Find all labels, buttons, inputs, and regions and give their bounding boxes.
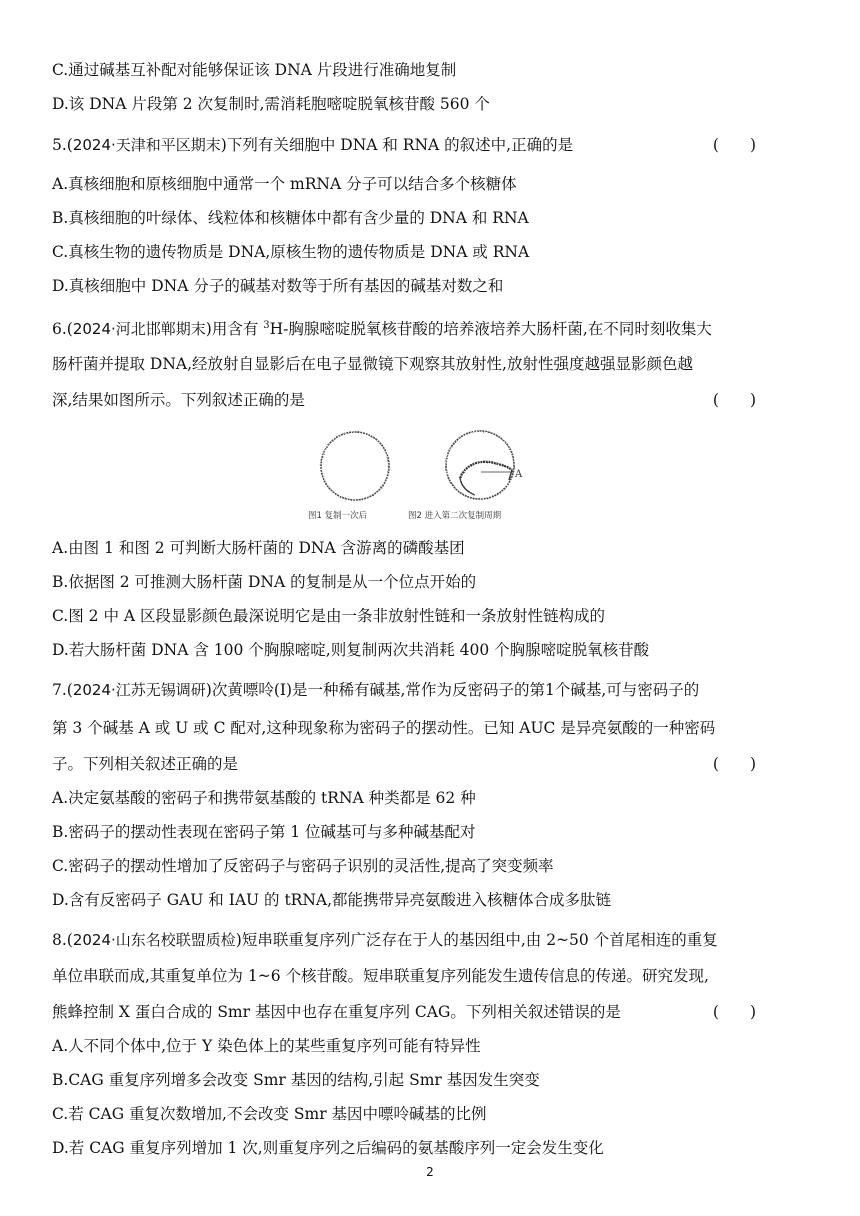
q6-superscript: 3 [263, 320, 270, 331]
q8-answer-paren: ( ) [712, 1003, 756, 1021]
q7-answer-paren: ( ) [712, 755, 756, 773]
q6-stem-text-a: )用含有 [205, 320, 264, 339]
q5-number: 5.( [52, 136, 73, 154]
q7-stem-line3 [52, 754, 808, 774]
page-number: 2 [426, 1165, 434, 1179]
q8-option-b: B.CAG 重复序列增多会改变 Smr 基因的结构,引起 Smr 基因发生突变 [52, 1071, 540, 1089]
q4-option-d: D.该 DNA 片段第 2 次复制时,需消耗胞嘧啶脱氧核苷酸 560 个 [52, 95, 490, 113]
label-a: A [515, 469, 523, 480]
q7-option-b: B.密码子的摆动性表现在密码子第 1 位碱基可与多种碱基配对 [52, 823, 476, 841]
q6-stem-line2: 肠杆菌并提取 DNA,经放射自显影后在电子显微镜下观察其放射性,放射性强度越强显影颜色越 [52, 355, 693, 373]
q8-option-c: C.若 CAG 重复次数增加,不会改变 Smr 基因中嘌呤碱基的比例 [52, 1105, 487, 1123]
figure1-circle [321, 432, 389, 500]
q6-option-b: B.依据图 2 可推测大肠杆菌 DNA 的复制是从一个位点开始的 [52, 573, 477, 591]
q7-stem-text-c: 子。下列相关叙述正确的是 [52, 755, 239, 773]
figure2-circle [446, 431, 514, 499]
dna-replication-figure [300, 420, 562, 525]
q6-stem-line3 [52, 390, 808, 410]
q6-answer-paren: ( ) [712, 391, 756, 409]
q7-source: 2024·江苏无锡调研 [72, 681, 206, 699]
q6-number: 6.( [52, 320, 73, 339]
q7-option-a: A.决定氨基酸的密码子和携带氨基酸的 tRNA 种类都是 62 种 [52, 789, 476, 807]
q5-source: 2024·天津和平区期末 [72, 136, 221, 154]
q7-option-d: D.含有反密码子 GAU 和 IAU 的 tRNA,都能携带异亮氨酸进入核糖体合成多肽链 [52, 891, 612, 909]
q5-option-a: A.真核细胞和原核细胞中通常一个 mRNA 分子可以结合多个核糖体 [52, 175, 517, 193]
q8-stem-line1 [52, 930, 808, 950]
q5-stem [52, 135, 808, 155]
q6-source: 2024·河北邯郸期末 [72, 320, 206, 339]
figure1-caption: 图1 复制一次后 [308, 511, 368, 521]
q8-option-d: D.若 CAG 重复序列增加 1 次,则重复序列之后编码的氨基酸序列一定会发生变化 [52, 1139, 604, 1157]
q7-stem-line1 [52, 680, 808, 700]
q6-option-c: C.图 2 中 A 区段显影颜色最深说明它是由一条非放射性链和一条放射性链构成的 [52, 607, 605, 625]
q4-option-c: C.通过碱基互补配对能够保证该 DNA 片段进行准确地复制 [52, 61, 457, 79]
q6-option-d: D.若大肠杆菌 DNA 含 100 个胸腺嘧啶,则复制两次共消耗 400 个胸腺嘧啶脱氧核苷酸 [52, 641, 650, 659]
q8-stem-text-c: 熊蜂控制 X 蛋白合成的 Smr 基因中也存在重复序列 CAG。下列相关叙述错误的是 [52, 1003, 621, 1021]
q8-stem-text-a: )短串联重复序列广泛存在于人的基因组中,由 2~50 个首尾相连的重复 [235, 931, 718, 949]
q8-stem-line2: 单位串联而成,其重复单位为 1~6 个核苷酸。短串联重复序列能发生遗传信息的传递。研究发现, [52, 967, 709, 985]
q5-stem-text: )下列有关细胞中 DNA 和 RNA 的叙述中,正确的是 [220, 136, 574, 154]
figure2-caption: 图2 进入第二次复制周期 [408, 511, 502, 521]
q7-number: 7.( [52, 681, 73, 699]
q6-stem-text-c: 深,结果如图所示。下列叙述正确的是 [52, 391, 305, 409]
q5-option-d: D.真核细胞中 DNA 分子的碱基对数等于所有基因的碱基对数之和 [52, 277, 504, 295]
q8-number: 8.( [52, 931, 73, 949]
q5-option-b: B.真核细胞的叶绿体、线粒体和核糖体中都有含少量的 DNA 和 RNA [52, 209, 529, 227]
q6-stem-text-b: H-胸腺嘧啶脱氧核苷酸的培养液培养大肠杆菌,在不同时刻收集大 [269, 320, 712, 339]
q6-option-a: A.由图 1 和图 2 可判断大肠杆菌的 DNA 含游离的磷酸基团 [52, 539, 465, 557]
q8-option-a: A.人不同个体中,位于 Y 染色体上的某些重复序列可能有特异性 [52, 1037, 481, 1055]
q7-option-c: C.密码子的摆动性增加了反密码子与密码子识别的灵活性,提高了突变频率 [52, 857, 554, 875]
q5-option-c: C.真核生物的遗传物质是 DNA,原核生物的遗传物质是 DNA 或 RNA [52, 243, 530, 261]
q7-stem-text-a: )次黄嘌呤(Ⅰ)是一种稀有碱基,常作为反密码子的第1个碱基,可与密码子的 [205, 681, 700, 699]
q5-answer-paren: ( ) [712, 136, 756, 154]
q8-source: 2024·山东名校联盟质检 [72, 931, 236, 949]
q7-stem-line2: 第 3 个碱基 A 或 U 或 C 配对,这种现象称为密码子的摆动性。已知 AUC 是异亮氨酸的一种密码 [52, 719, 716, 737]
q8-stem-line3 [52, 1002, 808, 1022]
q6-stem-line1 [52, 316, 808, 339]
